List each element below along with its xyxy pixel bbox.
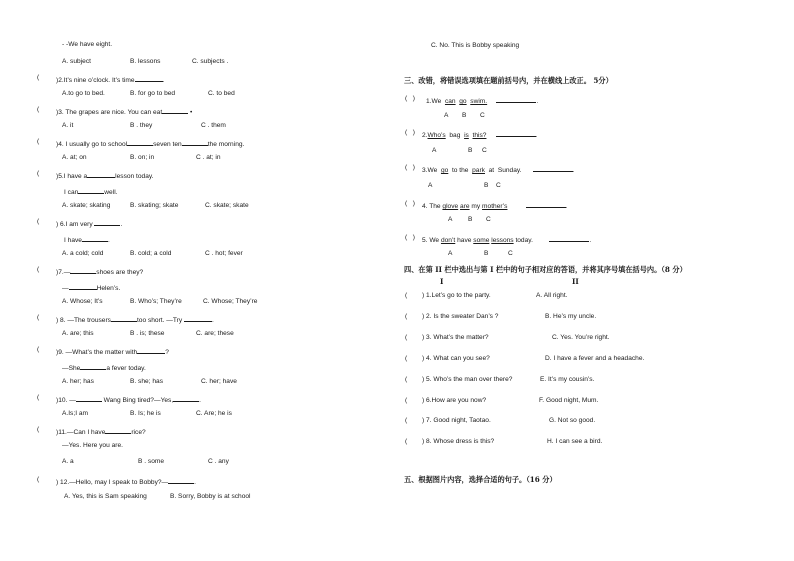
q8-paren: ( — [37, 314, 40, 321]
q3-option-a: A. it — [62, 122, 74, 129]
q12-option-c: C. No. This is Bobby speaking — [431, 42, 520, 49]
answer-blank[interactable] — [70, 267, 96, 274]
q7-option-b: B. Who’s; They’re — [130, 298, 182, 305]
q11-option-c: C . any — [208, 458, 229, 465]
s3-q4-sentence: 4. The glove are my mother’s . — [422, 203, 568, 210]
match-answer-b: B. He’s my uncle. — [545, 313, 597, 320]
q12-option-a: A. Yes, this is Sam speaking — [64, 493, 147, 500]
correction-blank[interactable] — [526, 201, 566, 208]
q6-option-a: A. a cold; cold — [62, 250, 104, 257]
s3-q2-letter-c: C — [482, 147, 487, 154]
q11-option-a: A. a — [62, 458, 74, 465]
answer-blank[interactable] — [182, 139, 208, 146]
s3-q3-sentence: 3.We go to the park at Sunday. . — [422, 167, 575, 174]
q8-option-b: B . is; these — [130, 330, 165, 337]
s3-q3-letter-b: B — [484, 182, 489, 189]
q4-paren: ( — [37, 138, 40, 145]
answer-blank[interactable] — [184, 315, 212, 322]
q8-option-c: C. are; these — [196, 330, 234, 337]
q4-option-b: B. on; in — [130, 154, 155, 161]
match-answer-e: E. It’s my cousin’s. — [540, 376, 595, 383]
q8-stem: ) 8. —The trousers too short. —Try . — [56, 317, 214, 324]
match-question-1: ) 1.Let’s go to the party. — [422, 292, 491, 299]
s3-q4-parens: ( ) — [405, 200, 415, 207]
q11-paren: ( — [37, 426, 40, 433]
s3-q4-letter-a: A — [448, 216, 453, 223]
match-paren-2: ( — [405, 313, 408, 320]
answer-blank[interactable] — [87, 171, 115, 178]
q9-option-b: B. she; has — [130, 378, 163, 385]
q11-line2: —Yes. Here you are. — [62, 442, 123, 449]
match-paren-6: ( — [405, 397, 408, 404]
s3-q5-sentence: 5. We don’t have some lessons today. . — [422, 237, 592, 244]
q2-paren: ( — [37, 74, 40, 81]
match-question-2: ) 2. Is the sweater Dan’s ? — [422, 313, 499, 320]
q2-option-c: C. to bed — [208, 90, 235, 97]
s3-q2-letter-b: B — [468, 147, 473, 154]
match-answer-g: G. Not so good. — [549, 417, 596, 424]
q3-paren: ( — [37, 106, 40, 113]
s3-q1-parens: ( ) — [405, 95, 415, 102]
match-question-3: ) 3. What’s the matter? — [422, 334, 489, 341]
match-answer-h: H. I can see a bird. — [547, 438, 603, 445]
q9-option-a: A. her; has — [62, 378, 94, 385]
q12-option-b: B. Sorry, Bobby is at school — [170, 493, 251, 500]
column-i-header: I — [440, 277, 444, 286]
answer-blank[interactable] — [69, 283, 97, 290]
q5-line2: I can well. — [64, 189, 118, 196]
section3-title: 三、改错，将错误选项填在题前括号内，并在横线上改正。 5分） — [404, 76, 613, 85]
q1-option-a: A. subject — [62, 58, 91, 65]
q3-option-c: C . them — [201, 122, 226, 129]
q5-option-c: C. skate; skate — [205, 202, 249, 209]
q11-option-b: B . some — [138, 458, 165, 465]
q5-stem: )5.I have a lesson today. — [56, 173, 154, 180]
s3-q2-parens: ( ) — [405, 129, 415, 136]
s3-q2-sentence: 2.Who’s bag is this? . — [422, 132, 538, 139]
answer-blank[interactable] — [137, 347, 165, 354]
match-answer-d: D. I have a fever and a headache. — [545, 355, 645, 362]
q5-paren: ( — [37, 170, 40, 177]
q9-option-c: C. her; have — [201, 378, 237, 385]
q5-option-b: B. skating; skate — [130, 202, 179, 209]
q1-option-c: C. subjects . — [192, 58, 229, 65]
match-paren-3: ( — [405, 334, 408, 341]
answer-blank[interactable] — [135, 75, 163, 82]
q6-line2: I have . — [64, 237, 110, 244]
column-ii-header: II — [572, 277, 579, 286]
q5-option-a: A. skate; skating — [62, 202, 111, 209]
match-paren-5: ( — [405, 376, 408, 383]
correction-blank[interactable] — [533, 165, 573, 172]
s3-q5-letter-c: C — [508, 250, 513, 257]
correction-blank[interactable] — [549, 235, 589, 242]
match-answer-a: A. All right. — [536, 292, 568, 299]
match-paren-4: ( — [405, 355, 408, 362]
s3-q5-parens: ( ) — [405, 234, 415, 241]
answer-blank[interactable] — [82, 235, 108, 242]
answer-blank[interactable] — [111, 315, 137, 322]
q2-option-b: B. for go to bed — [130, 90, 176, 97]
match-paren-8: ( — [405, 438, 408, 445]
answer-blank[interactable] — [94, 219, 120, 226]
match-answer-f: F. Good night, Mum. — [539, 397, 599, 404]
q7-option-c: C. Whose; They’re — [203, 298, 258, 305]
answer-blank[interactable] — [105, 427, 131, 434]
answer-blank[interactable] — [76, 395, 102, 402]
match-question-7: ) 7. Good night, Taotao. — [422, 417, 491, 424]
s3-q3-letter-a: A — [428, 182, 433, 189]
s3-q4-letter-c: C — [486, 216, 491, 223]
q9-line2: —She a fever today. — [62, 365, 146, 372]
answer-blank[interactable] — [127, 139, 153, 146]
s3-q1-sentence: 1.We can go swim. . — [426, 98, 539, 105]
q3-option-b: B . they — [130, 122, 153, 129]
s3-q5-letter-a: A — [448, 250, 453, 257]
match-question-4: ) 4. What can you see? — [422, 355, 490, 362]
s3-q1-letter-c: C — [480, 112, 485, 119]
q6-option-b: B. cold; a cold — [130, 250, 172, 257]
q7-paren: ( — [37, 266, 40, 273]
match-question-5: ) 5. Who’s the man over there? — [422, 376, 513, 383]
q9-paren: ( — [37, 346, 40, 353]
q4-option-c: C . at; in — [196, 154, 221, 161]
s3-q2-letter-a: A — [432, 147, 437, 154]
q7-option-a: A. Whose; It’s — [62, 298, 103, 305]
q7-line2: — Helen’s. — [62, 285, 121, 292]
q12-stem: ) 12.—Hello, may I speak to Bobby?— . — [56, 479, 196, 486]
s3-q1-letter-b: B — [462, 112, 467, 119]
match-paren-1: ( — [405, 292, 408, 299]
q4-option-a: A. at; on — [62, 154, 87, 161]
match-answer-c: C. Yes. You’re right. — [552, 334, 610, 341]
q2-option-a: A.to go to bed. — [62, 90, 105, 97]
answer-blank[interactable] — [162, 107, 188, 114]
q8-option-a: A. are; this — [62, 330, 94, 337]
s3-q3-parens: ( ) — [405, 164, 415, 171]
q12-paren: ( — [37, 476, 40, 483]
q1-dialog: - -We have eight. — [62, 41, 113, 48]
q2-stem: )2.It’s nine o’clock. It’s time . — [56, 77, 165, 84]
q6-paren: ( — [37, 218, 40, 225]
q7-stem: )7.— shoes are they? — [56, 269, 144, 276]
section5-title: 五、根据图片内容，选择合适的句子。（16 分） — [404, 475, 557, 484]
q10-option-b: B. Is; he is — [130, 410, 161, 417]
answer-blank[interactable] — [173, 395, 199, 402]
q1-option-b: B. lessons — [130, 58, 161, 65]
match-question-6: ) 6.How are you now? — [422, 397, 487, 404]
q6-option-c: C . hot; fever — [205, 250, 243, 257]
q10-paren: ( — [37, 394, 40, 401]
match-paren-7: ( — [405, 417, 408, 424]
q11-stem: )11.—Can I have rice? — [56, 429, 146, 436]
answer-blank[interactable] — [168, 477, 194, 484]
s3-q3-letter-c: C — [496, 182, 501, 189]
match-question-8: ) 8. Whose dress is this? — [422, 438, 495, 445]
s3-q5-letter-b: B — [484, 250, 489, 257]
answer-blank[interactable] — [78, 187, 104, 194]
q9-stem: )9. —What’s the matter with ? — [56, 349, 169, 356]
section4-title: 四、在第 II 栏中选出与第 I 栏中的句子相对应的答语，并将其序号填在括号内。（8 分） — [404, 265, 687, 274]
s3-q1-letter-a: A — [444, 112, 449, 119]
correction-blank[interactable] — [496, 130, 536, 137]
q6-stem: ) 6.I am very . — [56, 221, 123, 228]
answer-blank[interactable] — [80, 363, 106, 370]
q10-stem: )10. — Wang Bing tired?—Yes, . — [56, 397, 202, 404]
s3-q4-letter-b: B — [468, 216, 473, 223]
q3-stem: )3. The grapes are nice. You can eat • — [56, 109, 193, 116]
q10-option-a: A.Is;I am — [62, 410, 89, 417]
correction-blank[interactable] — [496, 96, 536, 103]
q4-stem: )4. I usually go to school seven ten the morning. — [56, 141, 245, 148]
q10-option-c: C. Are; he is — [196, 410, 232, 417]
